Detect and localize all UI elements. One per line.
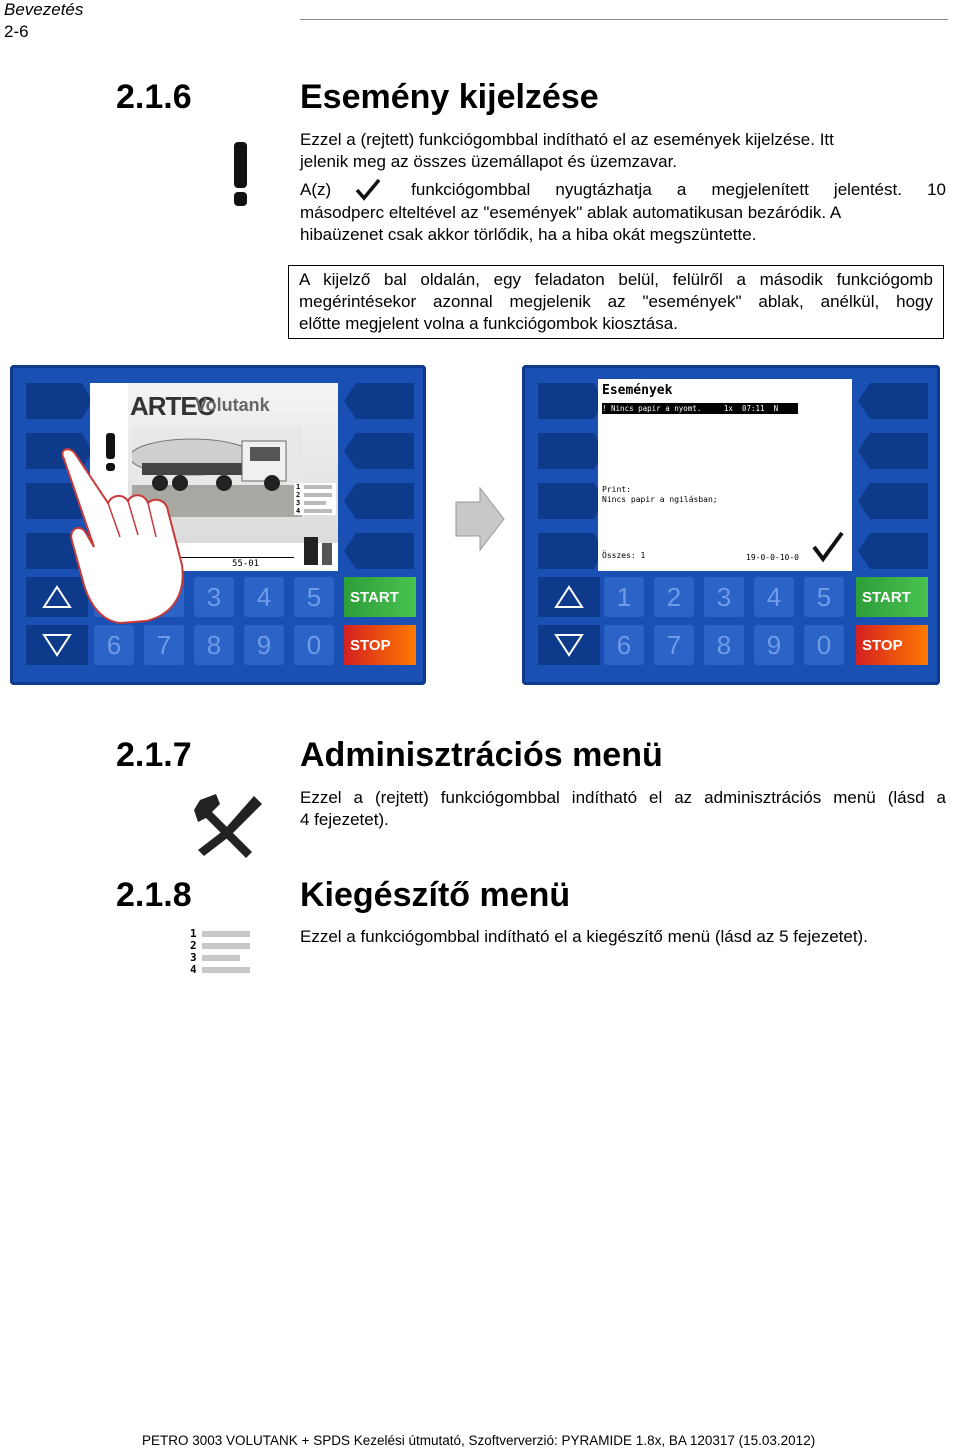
right-key-2[interactable]: 2 xyxy=(654,577,694,617)
key-5[interactable]: 5 xyxy=(294,577,334,617)
right-up-arrow-key[interactable] xyxy=(538,577,600,617)
events-code: 19-0-0-10-0 xyxy=(746,553,799,562)
right-key-6[interactable]: 6 xyxy=(604,625,644,665)
note-line-1: A kijelző bal oldalán, egy feladaton belül, felülről a második funkciógomb xyxy=(299,270,933,289)
key-6[interactable]: 6 xyxy=(94,625,134,665)
right-key-9[interactable]: 9 xyxy=(754,625,794,665)
right-start-key[interactable]: START xyxy=(856,577,928,617)
tools-icon xyxy=(190,790,266,862)
paragraph-events-1: Ezzel a (rejtett) funkciógombbal indítható el az események kijelzése. Itt xyxy=(300,130,834,149)
admin-menu-text-1: Ezzel a (rejtett) funkciógombbal indítható el az adminisztrációs menü (lásd a xyxy=(300,788,946,807)
section-title-218: Kiegészítő menü xyxy=(300,876,571,914)
paragraph-ack-3: hibaüzenet csak akkor törlődik, ha a hiba okát megszüntette. xyxy=(300,225,757,244)
right-down-arrow-key[interactable] xyxy=(538,625,600,665)
paragraph-events-2: jelenik meg az összes üzemállapot és üzemzavar. xyxy=(300,152,678,171)
events-screen xyxy=(598,379,852,571)
right-key-3[interactable]: 3 xyxy=(704,577,744,617)
brand-logo: ARTEC xyxy=(130,391,215,421)
key-0[interactable]: 0 xyxy=(294,625,334,665)
right-key-7[interactable]: 7 xyxy=(654,625,694,665)
event-row[interactable]: ! Nincs papir a nyomt. 1x 07:11 N xyxy=(602,403,798,414)
note-box xyxy=(288,265,944,339)
note-line-3: előtte megjelent volna a funkciógombok kiosztása. xyxy=(299,314,678,333)
print-label: Print: xyxy=(602,485,631,494)
screen-checkmark-icon xyxy=(810,529,846,565)
down-arrow-key[interactable] xyxy=(26,625,88,665)
key-4[interactable]: 4 xyxy=(244,577,284,617)
key-7[interactable]: 7 xyxy=(144,625,184,665)
paragraph-ack-2: másodperc elteltével az "események" ablak automatikusan bezáródik. A xyxy=(300,203,842,222)
pointing-hand-icon xyxy=(50,445,200,625)
right-key-5[interactable]: 5 xyxy=(804,577,844,617)
screen-status-bar: 55-01 xyxy=(134,557,294,570)
right-key-1[interactable]: 1 xyxy=(604,577,644,617)
right-device-right-fkeys xyxy=(854,381,930,581)
note-line-2: megérintésekor azonnal megjelenik az "események" ablak, anélkül, hogy xyxy=(299,292,933,311)
key-9[interactable]: 9 xyxy=(244,625,284,665)
menu-list-icon: 1 2 3 4 xyxy=(190,928,252,976)
stop-key[interactable]: STOP xyxy=(344,625,416,665)
screen-pump-icon xyxy=(300,533,336,569)
start-key[interactable]: START xyxy=(344,577,416,617)
admin-menu-text-2: 4 fejezetet). xyxy=(300,810,389,829)
screen-menu-icon: 1 2 3 4 xyxy=(294,483,336,515)
right-key-8[interactable]: 8 xyxy=(704,625,744,665)
paragraph-ack-text: funkciógombbal nyugtázhatja a megjelenített jelentést. 10 xyxy=(411,180,946,199)
print-message: Nincs papir a ngilásban; xyxy=(602,495,718,504)
paragraph-ack-prefix: A(z) xyxy=(300,180,332,199)
section-title-217: Adminisztrációs menü xyxy=(300,736,663,774)
right-key-0[interactable]: 0 xyxy=(804,625,844,665)
header-divider xyxy=(300,19,948,20)
events-total: Összes: 1 xyxy=(602,551,646,560)
device-right xyxy=(522,365,940,685)
product-name: Volutank xyxy=(195,395,270,415)
key-3[interactable]: 3 xyxy=(194,577,234,617)
checkmark-icon xyxy=(355,178,389,202)
right-fkeys xyxy=(340,381,416,581)
section-number-216: 2.1.6 xyxy=(116,78,192,116)
key-8[interactable]: 8 xyxy=(194,625,234,665)
header-chapter-title: Bevezetés xyxy=(4,0,84,19)
right-stop-key[interactable]: STOP xyxy=(856,625,928,665)
right-key-4[interactable]: 4 xyxy=(754,577,794,617)
header-page-number: 2-6 xyxy=(4,22,29,41)
events-title: Események xyxy=(602,383,673,398)
exclamation-icon xyxy=(228,140,254,210)
supplementary-menu-text: Ezzel a funkciógombbal indítható el a kiegészítő menü (lásd az 5 fejezetet). xyxy=(300,927,868,946)
section-title-216: Esemény kijelzése xyxy=(300,78,599,116)
transition-arrow-icon xyxy=(454,486,506,552)
section-number-218: 2.1.8 xyxy=(116,876,192,914)
device-left xyxy=(10,365,426,685)
footer-text: PETRO 3003 VOLUTANK + SPDS Kezelési útmutató, Szoftververzió: PYRAMIDE 1.8x, BA 120317 (15.03.2012) xyxy=(142,1433,816,1448)
section-number-217: 2.1.7 xyxy=(116,736,192,774)
